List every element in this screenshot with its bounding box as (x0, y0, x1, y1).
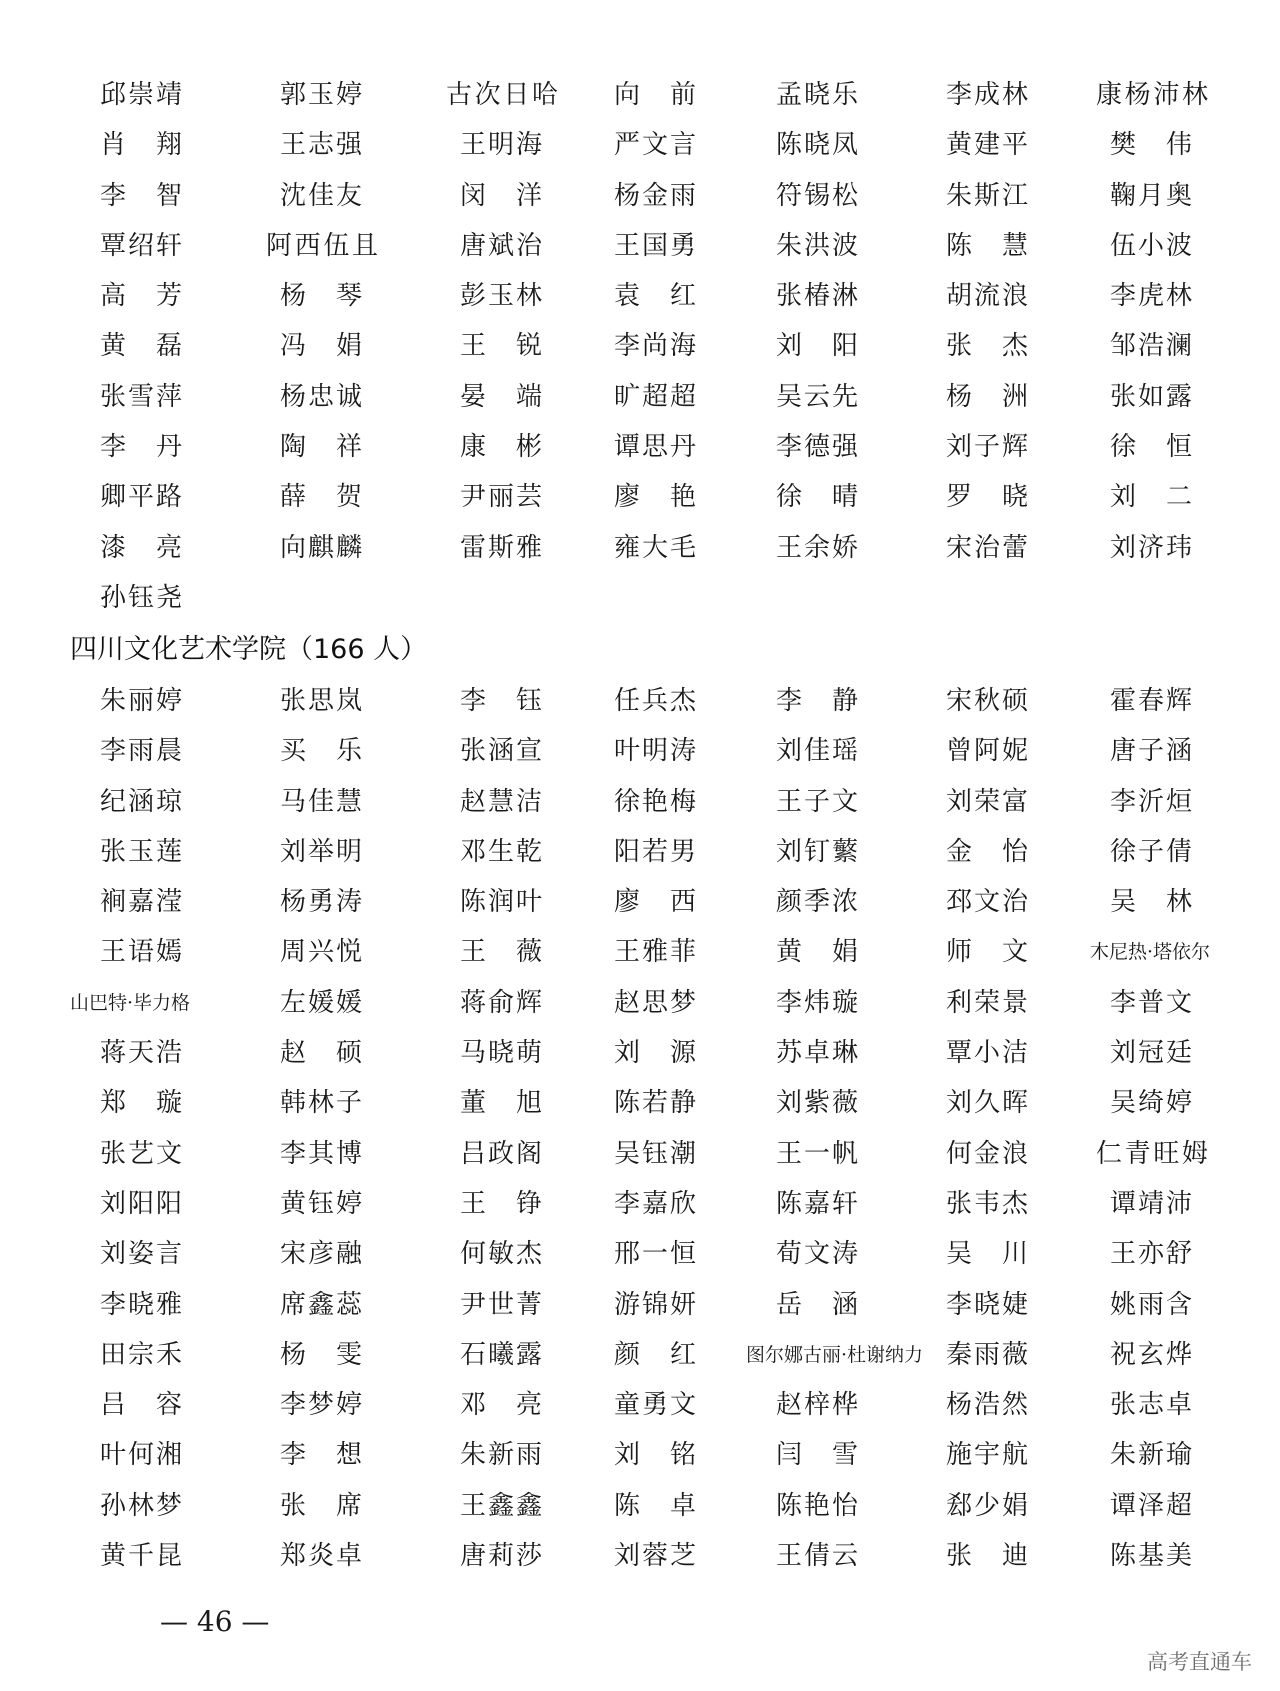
name-cell: 荀文涛 (776, 1239, 858, 1270)
name-cell: 雍大毛 (614, 532, 696, 563)
name-cell: 陈基美 (1110, 1541, 1192, 1572)
name-cell: 金 怡 (946, 836, 1028, 867)
name-cell: 古次日哈 (446, 80, 558, 110)
name-cell: 胡流浪 (946, 281, 1028, 312)
name-cell: 张 席 (280, 1490, 362, 1521)
name-cell: 苏卓琳 (776, 1038, 858, 1069)
name-cell: 张艺文 (100, 1138, 182, 1169)
page-number: — 46 — (160, 1605, 270, 1638)
name-row (0, 1179, 1280, 1229)
name-cell: 吴云先 (776, 381, 858, 412)
name-cell: 马佳慧 (280, 786, 362, 817)
name-cell: 刘子辉 (946, 432, 1028, 463)
name-cell: 刘济玮 (1110, 532, 1192, 563)
name-cell: 邢一恒 (614, 1239, 696, 1270)
name-cell: 王国勇 (614, 230, 696, 261)
name-cell: 李 想 (280, 1440, 362, 1471)
name-row (0, 321, 1280, 371)
name-cell: 李其博 (280, 1138, 362, 1169)
name-row (0, 927, 1280, 977)
name-cell: 杨 雯 (280, 1339, 362, 1370)
name-cell: 唐斌治 (460, 230, 542, 261)
name-cell: 买 乐 (280, 736, 362, 767)
name-cell: 颜 红 (614, 1339, 696, 1370)
name-cell: 王 锐 (460, 331, 542, 362)
name-cell: 山巴特·毕力格 (70, 991, 191, 1014)
name-cell: 闫 雪 (776, 1440, 858, 1471)
name-cell: 陶 祥 (280, 432, 362, 463)
name-cell: 李雨晨 (100, 736, 182, 767)
name-cell: 杨 洲 (946, 381, 1028, 412)
name-cell: 孙林梦 (100, 1490, 182, 1521)
name-cell: 李 钰 (460, 686, 542, 716)
name-row (0, 1330, 1280, 1380)
name-cell: 颜季浓 (776, 887, 858, 918)
name-cell: 严文言 (614, 130, 696, 161)
name-cell: 王志强 (280, 130, 362, 161)
name-cell: 尹丽芸 (460, 482, 542, 513)
name-cell: 李成林 (946, 80, 1028, 110)
name-row (0, 472, 1280, 522)
name-cell: 朱新瑜 (1110, 1440, 1192, 1471)
name-cell: 李晓婕 (946, 1289, 1028, 1320)
name-cell: 张椿淋 (776, 281, 858, 312)
section-heading: 四川文化艺术学院（166 人） (70, 634, 428, 665)
name-cell: 李嘉欣 (614, 1188, 696, 1219)
name-cell: 张思岚 (280, 686, 362, 716)
name-cell: 杨金雨 (614, 180, 696, 211)
name-cell: 黄建平 (946, 130, 1028, 161)
name-cell: 符锡松 (776, 180, 858, 211)
name-cell: 赵 硕 (280, 1038, 362, 1069)
name-row (0, 422, 1280, 472)
name-row (0, 827, 1280, 877)
name-cell: 谭思丹 (614, 432, 696, 463)
name-cell: 陈嘉轩 (776, 1188, 858, 1219)
name-cell: 赵思梦 (614, 987, 696, 1018)
name-cell: 谭泽超 (1110, 1490, 1192, 1521)
name-row (0, 1481, 1280, 1531)
name-cell: 王明海 (460, 130, 542, 161)
name-cell: 谭靖沛 (1110, 1188, 1192, 1219)
name-row (0, 777, 1280, 827)
name-row (0, 271, 1280, 321)
name-cell: 董 旭 (460, 1088, 542, 1119)
name-cell: 向麒麟 (280, 532, 362, 563)
name-cell: 张涵宣 (460, 736, 542, 767)
name-row (0, 1028, 1280, 1078)
name-cell: 秦雨薇 (946, 1339, 1028, 1370)
name-cell: 叶明涛 (614, 736, 696, 767)
name-cell: 刘举明 (280, 836, 362, 867)
name-cell: 彭玉林 (460, 281, 542, 312)
name-cell: 唐子涵 (1110, 736, 1192, 767)
name-cell: 朱新雨 (460, 1440, 542, 1471)
name-cell: 师 文 (946, 937, 1028, 968)
name-row (0, 1078, 1280, 1128)
name-cell: 阳若男 (614, 836, 696, 867)
name-cell: 邳文治 (946, 887, 1028, 918)
name-cell: 童勇文 (614, 1390, 696, 1421)
name-cell: 宋秋硕 (946, 686, 1028, 716)
name-cell: 樊 伟 (1110, 130, 1192, 161)
name-cell: 冯 娟 (280, 331, 362, 362)
name-cell: 纪涵琼 (100, 786, 182, 817)
name-cell: 王倩云 (776, 1541, 858, 1572)
name-cell: 黄 娟 (776, 937, 858, 968)
name-cell: 张玉莲 (100, 836, 182, 867)
name-cell: 漆 亮 (100, 532, 182, 563)
name-cell: 刘荣富 (946, 786, 1028, 817)
name-cell: 刘 源 (614, 1038, 696, 1069)
name-cell: 图尔娜古丽·杜谢纳力 (746, 1343, 924, 1366)
name-cell: 李 丹 (100, 432, 182, 463)
name-cell: 李沂烜 (1110, 786, 1192, 817)
name-cell: 覃绍轩 (100, 230, 182, 261)
name-cell: 刘 铭 (614, 1440, 696, 1471)
name-cell: 王 铮 (460, 1188, 542, 1219)
name-cell: 吴钰潮 (614, 1138, 696, 1169)
name-cell: 李炜璇 (776, 987, 858, 1018)
name-cell: 邓生乾 (460, 836, 542, 867)
name-cell: 袁 红 (614, 281, 696, 312)
name-cell: 利荣景 (946, 987, 1028, 1018)
name-cell: 杨勇涛 (280, 887, 362, 918)
name-cell: 覃小洁 (946, 1038, 1028, 1069)
name-cell: 刘蓉芝 (614, 1541, 696, 1572)
name-cell: 孟晓乐 (776, 80, 858, 110)
name-cell: 张如露 (1110, 381, 1192, 412)
name-cell: 沈佳友 (280, 180, 362, 211)
name-cell: 徐艳梅 (614, 786, 696, 817)
name-cell: 刘紫薇 (776, 1088, 858, 1119)
name-cell: 黄钰婷 (280, 1188, 362, 1219)
name-cell: 李普文 (1110, 987, 1192, 1018)
name-cell: 赵慧洁 (460, 786, 542, 817)
name-cell: 李虎林 (1110, 281, 1192, 312)
name-row (0, 1531, 1280, 1581)
name-cell: 王一帆 (776, 1138, 858, 1169)
name-cell: 王雅菲 (614, 937, 696, 968)
name-cell: 雷斯雅 (460, 532, 542, 563)
name-cell: 刘阳阳 (100, 1188, 182, 1219)
name-cell: 陈晓凤 (776, 130, 858, 161)
name-cell: 郄少娟 (946, 1490, 1028, 1521)
name-cell: 孙钰尧 (100, 582, 182, 613)
name-cell: 廖 艳 (614, 482, 696, 513)
name-cell: 祝玄烨 (1110, 1339, 1192, 1370)
name-cell: 吴 林 (1110, 887, 1192, 918)
name-cell: 刘久晖 (946, 1088, 1028, 1119)
name-cell: 张雪萍 (100, 381, 182, 412)
name-cell: 刘姿言 (100, 1239, 182, 1270)
name-row (0, 726, 1280, 776)
name-cell: 李德强 (776, 432, 858, 463)
name-cell: 赵梓桦 (776, 1390, 858, 1421)
name-cell: 康 彬 (460, 432, 542, 463)
name-cell: 邱崇靖 (100, 80, 182, 110)
name-cell: 杨 琴 (280, 281, 362, 312)
name-cell: 刘 二 (1110, 482, 1192, 513)
name-cell: 吕 容 (100, 1390, 182, 1421)
name-cell: 邓 亮 (460, 1390, 542, 1421)
name-cell: 石曦露 (460, 1339, 542, 1370)
name-cell: 向 前 (614, 80, 696, 110)
name-cell: 陈 慧 (946, 230, 1028, 261)
name-cell: 王子文 (776, 786, 858, 817)
name-row (0, 221, 1280, 271)
name-list-section-1 (0, 70, 1280, 623)
name-cell: 王语嫣 (100, 937, 182, 968)
name-cell: 蒋俞辉 (460, 987, 542, 1018)
name-row (0, 1430, 1280, 1480)
name-list-section-2 (0, 676, 1280, 1581)
name-row (0, 573, 1280, 623)
name-cell: 杨浩然 (946, 1390, 1028, 1421)
name-cell: 刘冠廷 (1110, 1038, 1192, 1069)
name-row (0, 1229, 1280, 1279)
name-cell: 李 智 (100, 180, 182, 211)
name-cell: 席鑫蕊 (280, 1289, 362, 1320)
name-cell: 旷超超 (614, 381, 696, 412)
name-cell: 霍春辉 (1110, 686, 1192, 716)
name-row (0, 171, 1280, 221)
name-cell: 郭玉婷 (280, 80, 362, 110)
name-cell: 周兴悦 (280, 937, 362, 968)
name-cell: 仁青旺姆 (1096, 1138, 1208, 1169)
name-row (0, 978, 1280, 1028)
name-cell: 游锦妍 (614, 1289, 696, 1320)
name-cell: 伍小波 (1110, 230, 1192, 261)
name-cell: 岳 涵 (776, 1289, 858, 1320)
name-row (0, 1280, 1280, 1330)
name-cell: 王 薇 (460, 937, 542, 968)
name-row (0, 372, 1280, 422)
name-cell: 吴 川 (946, 1239, 1028, 1270)
name-row (0, 877, 1280, 927)
name-cell: 张 迪 (946, 1541, 1028, 1572)
name-cell: 王余娇 (776, 532, 858, 563)
name-cell: 何敏杰 (460, 1239, 542, 1270)
name-cell: 刘钉蘩 (776, 836, 858, 867)
name-cell: 马晓萌 (460, 1038, 542, 1069)
name-cell: 尹世菁 (460, 1289, 542, 1320)
name-cell: 阿西伍且 (266, 230, 378, 261)
name-cell: 李尚海 (614, 331, 696, 362)
name-cell: 木尼热·塔依尔 (1090, 941, 1211, 964)
name-cell: 黄千昆 (100, 1541, 182, 1572)
name-cell: 施宇航 (946, 1440, 1028, 1471)
name-cell: 何金浪 (946, 1138, 1028, 1169)
name-cell: 陈若静 (614, 1088, 696, 1119)
name-cell: 朱丽婷 (100, 686, 182, 716)
name-cell: 姚雨含 (1110, 1289, 1192, 1320)
name-cell: 韩林子 (280, 1088, 362, 1119)
name-cell: 田宗禾 (100, 1339, 182, 1370)
name-row (0, 70, 1280, 120)
name-cell: 郑 璇 (100, 1088, 182, 1119)
name-cell: 唐莉莎 (460, 1541, 542, 1572)
name-cell: 李晓雅 (100, 1289, 182, 1320)
name-cell: 黄 磊 (100, 331, 182, 362)
name-cell: 王鑫鑫 (460, 1490, 542, 1521)
name-cell: 叶何湘 (100, 1440, 182, 1471)
name-cell: 曾阿妮 (946, 736, 1028, 767)
name-row (0, 676, 1280, 726)
name-cell: 廖 西 (614, 887, 696, 918)
name-cell: 张韦杰 (946, 1188, 1028, 1219)
name-cell: 肖 翔 (100, 130, 182, 161)
name-row (0, 1129, 1280, 1179)
name-cell: 王亦舒 (1110, 1239, 1192, 1270)
name-cell: 张志卓 (1110, 1390, 1192, 1421)
name-cell: 罗 晓 (946, 482, 1028, 513)
name-row (0, 523, 1280, 573)
name-cell: 邹浩澜 (1110, 331, 1192, 362)
name-cell: 高 芳 (100, 281, 182, 312)
name-cell: 徐 晴 (776, 482, 858, 513)
name-cell: 陈艳怡 (776, 1490, 858, 1521)
name-cell: 陈润叶 (460, 887, 542, 918)
name-cell: 刘佳瑶 (776, 736, 858, 767)
name-cell: 任兵杰 (614, 686, 696, 716)
name-cell: 李梦婷 (280, 1390, 362, 1421)
name-cell: 徐 恒 (1110, 432, 1192, 463)
name-cell: 卿平路 (100, 482, 182, 513)
name-cell: 张 杰 (946, 331, 1028, 362)
name-row (0, 120, 1280, 170)
name-cell: 宋彦融 (280, 1239, 362, 1270)
name-cell: 杨忠诚 (280, 381, 362, 412)
name-cell: 吕政阁 (460, 1138, 542, 1169)
name-cell: 薛 贺 (280, 482, 362, 513)
name-cell: 陈 卓 (614, 1490, 696, 1521)
name-row (0, 1380, 1280, 1430)
name-cell: 左媛媛 (280, 987, 362, 1018)
name-cell: 裥嘉滢 (100, 887, 182, 918)
name-cell: 刘 阳 (776, 331, 858, 362)
name-cell: 徐子倩 (1110, 836, 1192, 867)
name-cell: 郑炎卓 (280, 1541, 362, 1572)
name-cell: 晏 端 (460, 381, 542, 412)
name-cell: 李 静 (776, 686, 858, 716)
name-cell: 朱洪波 (776, 230, 858, 261)
name-cell: 康杨沛林 (1096, 80, 1208, 110)
name-cell: 宋治蕾 (946, 532, 1028, 563)
watermark: 高考直通车 (1147, 1650, 1252, 1674)
name-cell: 朱斯江 (946, 180, 1028, 211)
name-cell: 吴绮婷 (1110, 1088, 1192, 1119)
name-cell: 鞠月奥 (1110, 180, 1192, 211)
name-cell: 蒋天浩 (100, 1038, 182, 1069)
name-cell: 闵 洋 (460, 180, 542, 211)
